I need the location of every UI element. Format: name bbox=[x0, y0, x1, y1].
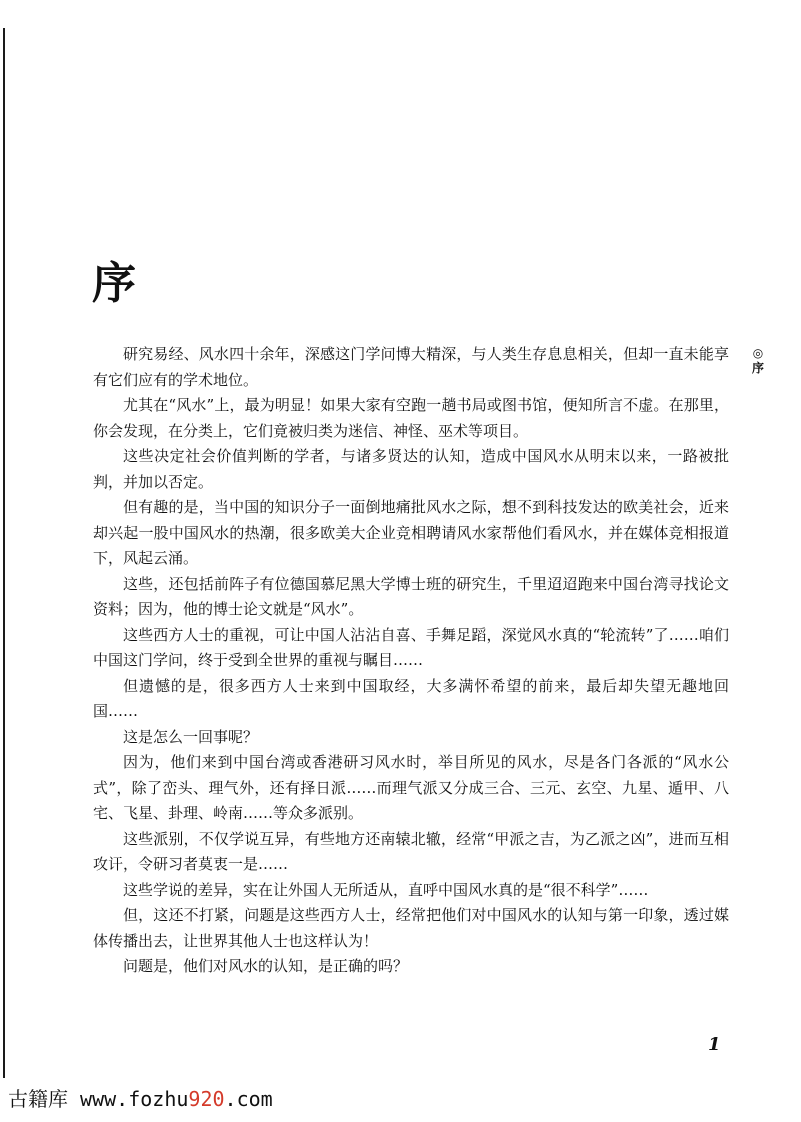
page-number: 1 bbox=[708, 1034, 721, 1055]
paragraph: 但，这还不打紧，问题是这些西方人士，经常把他们对中国风水的认知与第一印象，透过媒体传播出去，让世界其他人士也这样认为！ bbox=[93, 906, 729, 950]
paragraph: 但遗憾的是，很多西方人士来到中国取经，大多满怀希望的前来，最后却失望无趣地回国…… bbox=[93, 676, 729, 720]
paragraph: 这些西方人士的重视，可让中国人沾沾自喜、手舞足蹈，深觉风水真的“轮流转”了……咱们中国这门学问，终于受到全世界的重视与瞩目…… bbox=[93, 625, 729, 669]
paragraph: 这些派别，不仅学说互异，有些地方还南辕北辙，经常“甲派之吉，为乙派之凶”，进而互相攻讦，令研习者莫衷一是…… bbox=[93, 829, 729, 873]
paragraph: 因为，他们来到中国台湾或香港研习风水时，举目所见的风水，尽是各门各派的“风水公式”，除了峦头、理气外，还有择日派……而理气派又分成三合、三元、玄空、九星、遁甲、八宅、飞星、卦理、岭南……等众多派别。 bbox=[93, 753, 729, 822]
paragraph: 但有趣的是，当中国的知识分子一面倒地痛批风水之际，想不到科技发达的欧美社会，近来却兴起一股中国风水的热潮，很多欧美大企业竞相聘请风水家帮他们看风水，并在媒体竞相报道下，风起云涌。 bbox=[93, 498, 729, 567]
side-chapter-label: 序 bbox=[751, 361, 764, 375]
paragraph: 这些，还包括前阵子有位德国慕尼黑大学博士班的研究生，千里迢迢跑来中国台湾寻找论文资料；因为，他的博士论文就是“风水”。 bbox=[93, 574, 729, 618]
paragraph: 这些学说的差异，实在让外国人无所适从，直呼中国风水真的是“很不科学”…… bbox=[123, 880, 649, 899]
paragraph: 尤其在“风水”上，最为明显！如果大家有空跑一趟书局或图书馆，便知所言不虚。在那里，你会发现，在分类上，它们竟被归类为迷信、神怪、巫术等项目。 bbox=[93, 396, 729, 440]
body-text bbox=[93, 342, 729, 980]
paragraph: 这是怎么一回事呢？ bbox=[123, 727, 259, 746]
circle-bullet-icon: ◎ bbox=[752, 346, 764, 360]
site-watermark bbox=[8, 1086, 273, 1112]
watermark-prefix: 古籍库 www.fozhu bbox=[8, 1087, 189, 1111]
side-chapter-mark bbox=[750, 346, 766, 376]
paragraph: 这些决定社会价值判断的学者，与诸多贤达的认知，造成中国风水从明末以来，一路被批判，并加以否定。 bbox=[93, 447, 729, 491]
paragraph: 问题是，他们对风水的认知，是正确的吗？ bbox=[123, 957, 409, 975]
watermark-number: 920 bbox=[188, 1087, 225, 1111]
chapter-title: 序 bbox=[92, 258, 136, 309]
watermark-suffix: .com bbox=[224, 1087, 273, 1111]
left-margin-rule bbox=[3, 28, 5, 1078]
paragraph: 研究易经、风水四十余年，深感这门学问博大精深，与人类生存息息相关，但却一直未能享有它们应有的学术地位。 bbox=[93, 345, 729, 389]
